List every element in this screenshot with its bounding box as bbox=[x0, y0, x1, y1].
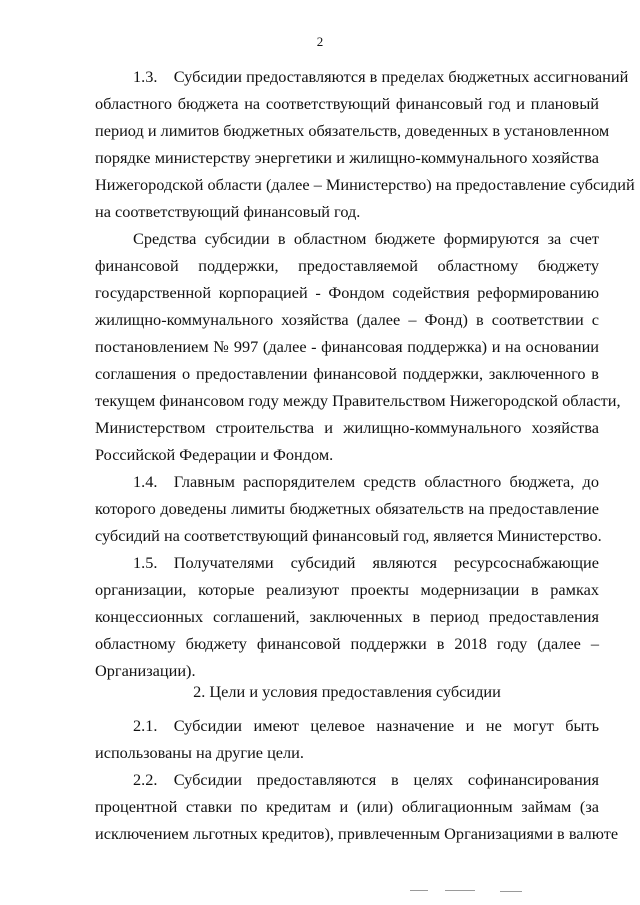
paragraph-funds-line: Российской Федерации и Фондом. bbox=[95, 445, 334, 464]
scan-artifact bbox=[410, 890, 428, 891]
scan-artifact bbox=[500, 891, 522, 892]
page-number: 2 bbox=[316, 34, 324, 49]
paragraph-1-4-line: 1.4. Главным распорядителем средств областного бюджета, до bbox=[133, 472, 599, 491]
paragraph-1-4-line: субсидий на соответствующий финансовый год, является Министерство. bbox=[95, 526, 602, 545]
paragraph-funds-line: финансовой поддержки, предоставляемой областному бюджету bbox=[95, 256, 599, 275]
paragraph-2-1-line: использованы на другие цели. bbox=[95, 743, 304, 762]
paragraph-funds-line: текущем финансовом году между Правительством Нижегородской области, bbox=[95, 391, 621, 410]
paragraph-1-5-line: 1.5. Получателями субсидий являются ресурсоснабжающие bbox=[133, 553, 599, 572]
paragraph-1-3-line: на соответствующий финансовый год. bbox=[95, 202, 361, 221]
paragraph-funds-line: постановлением № 997 (далее - финансовая поддержка) и на основании bbox=[95, 337, 599, 356]
paragraph-funds-line: соглашения о предоставлении финансовой поддержки, заключенного в bbox=[95, 364, 599, 383]
paragraph-1-5-line: областному бюджету финансовой поддержки в 2018 году (далее – bbox=[95, 634, 599, 653]
paragraph-1-4-line: которого доведены лимиты бюджетных обязательств на предоставление bbox=[95, 499, 599, 518]
paragraph-2-2-line: 2.2. Субсидии предоставляются в целях софинансирования bbox=[133, 770, 599, 789]
paragraph-funds-line: государственной корпорацией - Фондом содействия реформированию bbox=[95, 283, 599, 302]
paragraph-funds-line: жилищно-коммунального хозяйства (далее – Фонд) в соответствии с bbox=[95, 310, 599, 329]
paragraph-1-3-line: областного бюджета на соответствующий финансовый год и плановый bbox=[95, 94, 599, 113]
paragraph-1-3-line: 1.3. Субсидии предоставляются в пределах бюджетных ассигнований bbox=[133, 67, 629, 86]
scan-artifact bbox=[445, 890, 475, 891]
paragraph-2-1-line: 2.1. Субсидии имеют целевое назначение и не могут быть bbox=[133, 716, 599, 735]
section-heading: 2. Цели и условия предоставления субсидии bbox=[193, 682, 501, 701]
paragraph-funds-line: Министерством строительства и жилищно-коммунального хозяйства bbox=[95, 418, 599, 437]
paragraph-2-2-line: исключением льготных кредитов), привлеченным Организациями в валюте bbox=[95, 824, 619, 843]
paragraph-funds-line: Средства субсидии в областном бюджете формируются за счет bbox=[133, 229, 599, 248]
paragraph-1-5-line: организации, которые реализуют проекты модернизации в рамках bbox=[95, 580, 599, 599]
paragraph-1-5-line: концессионных соглашений, заключенных в период предоставления bbox=[95, 607, 599, 626]
paragraph-1-3-line: Нижегородской области (далее – Министерство) на предоставление субсидий bbox=[95, 175, 635, 194]
paragraph-1-3-line: порядке министерству энергетики и жилищно-коммунального хозяйства bbox=[95, 148, 599, 167]
paragraph-2-2-line: процентной ставки по кредитам и (или) облигационным займам (за bbox=[95, 797, 599, 816]
paragraph-1-3-line: период и лимитов бюджетных обязательств, доведенных в установленном bbox=[95, 121, 610, 140]
paragraph-1-5-line: Организации). bbox=[95, 661, 196, 680]
